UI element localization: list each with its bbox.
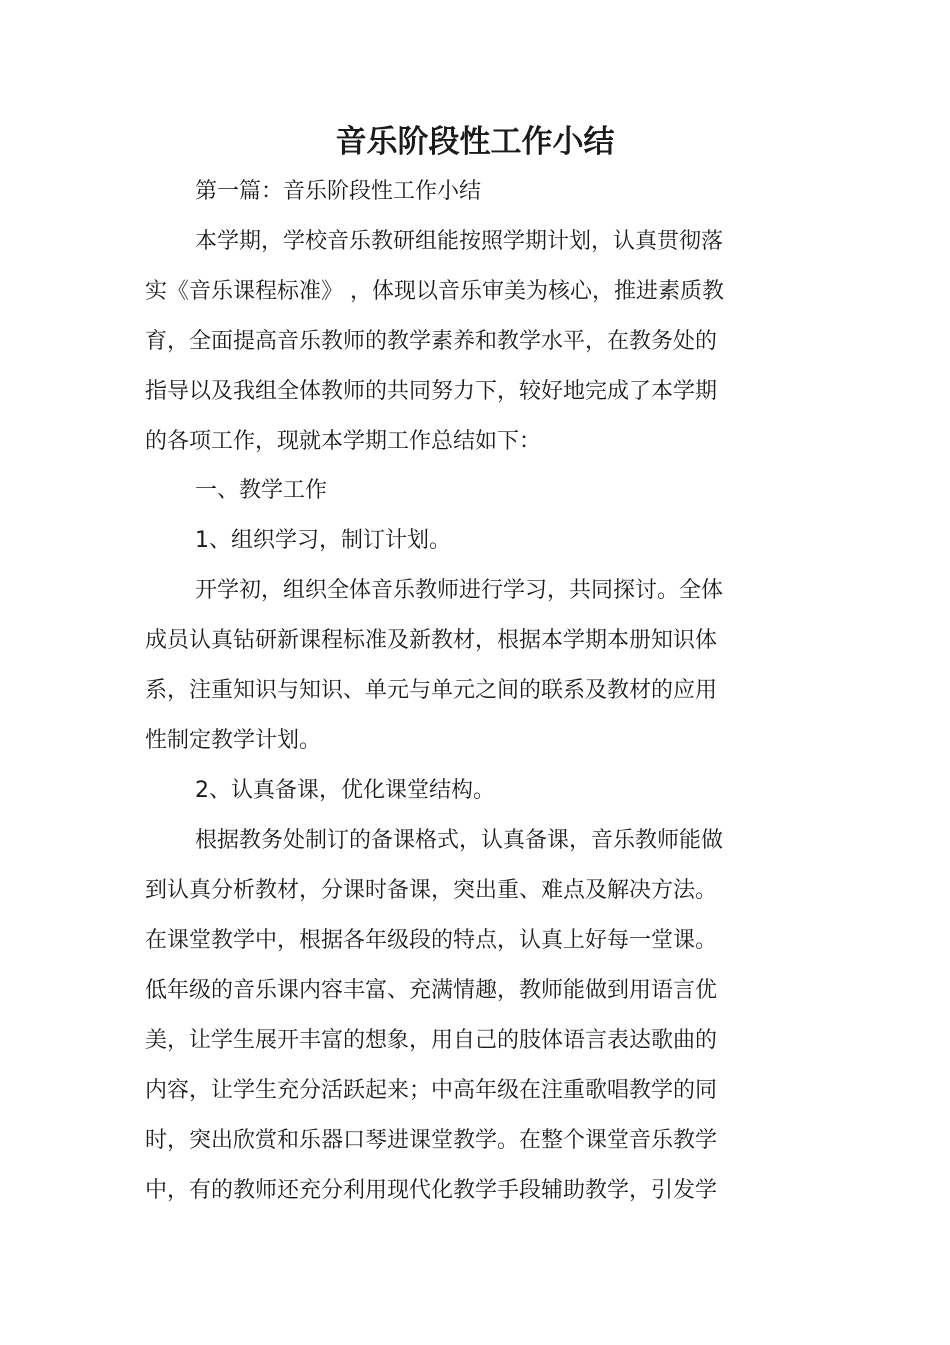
- text-line: 系，注重知识与知识、单元与单元之间的联系及教材的应用: [145, 678, 718, 703]
- text-line: 美，让学生展开丰富的想象，用自己的肢体语言表达歌曲的: [145, 1028, 718, 1053]
- text-line: 开学初，组织全体音乐教师进行学习，共同探讨。全体: [195, 578, 724, 603]
- text-line: 中，有的教师还充分利用现代化教学手段辅助教学，引发学: [145, 1178, 718, 1203]
- text-line: 的各项工作，现就本学期工作总结如下：: [145, 429, 542, 454]
- text-line: 育，全面提高音乐教师的教学素养和教学水平，在教务处的: [145, 329, 718, 354]
- text-line: 本学期，学校音乐教研组能按照学期计划，认真贯彻落: [195, 229, 724, 254]
- text-line: 性制定教学计划。: [145, 728, 322, 753]
- text-line: 第一篇：音乐阶段性工作小结: [195, 179, 482, 204]
- document-title: 音乐阶段性工作小结: [335, 124, 615, 160]
- text-line: 指导以及我组全体教师的共同努力下，较好地完成了本学期: [145, 379, 718, 404]
- text-line: 时，突出欣赏和乐器口琴进课堂教学。在整个课堂音乐教学: [145, 1128, 718, 1153]
- text-line: 根据教务处制订的备课格式，认真备课，音乐教师能做: [195, 828, 724, 853]
- text-line: 低年级的音乐课内容丰富、充满情趣，教师能做到用语言优: [145, 978, 718, 1003]
- text-line: 到认真分析教材，分课时备课，突出重、难点及解决方法。: [145, 878, 718, 903]
- text-line: 在课堂教学中，根据各年级段的特点，认真上好每一堂课。: [145, 928, 718, 953]
- subsection-heading: 1、组织学习，制订计划。: [195, 528, 451, 553]
- text-line: 内容，让学生充分活跃起来；中高年级在注重歌唱教学的同: [145, 1078, 718, 1103]
- section-heading: 一、教学工作: [195, 478, 328, 503]
- text-line: 实《音乐课程标准》 ，体现以音乐审美为核心，推进素质教: [145, 279, 724, 304]
- subsection-heading: 2、认真备课，优化课堂结构。: [195, 778, 495, 803]
- text-line: 成员认真钻研新课程标准及新教材，根据本学期本册知识体: [145, 628, 718, 653]
